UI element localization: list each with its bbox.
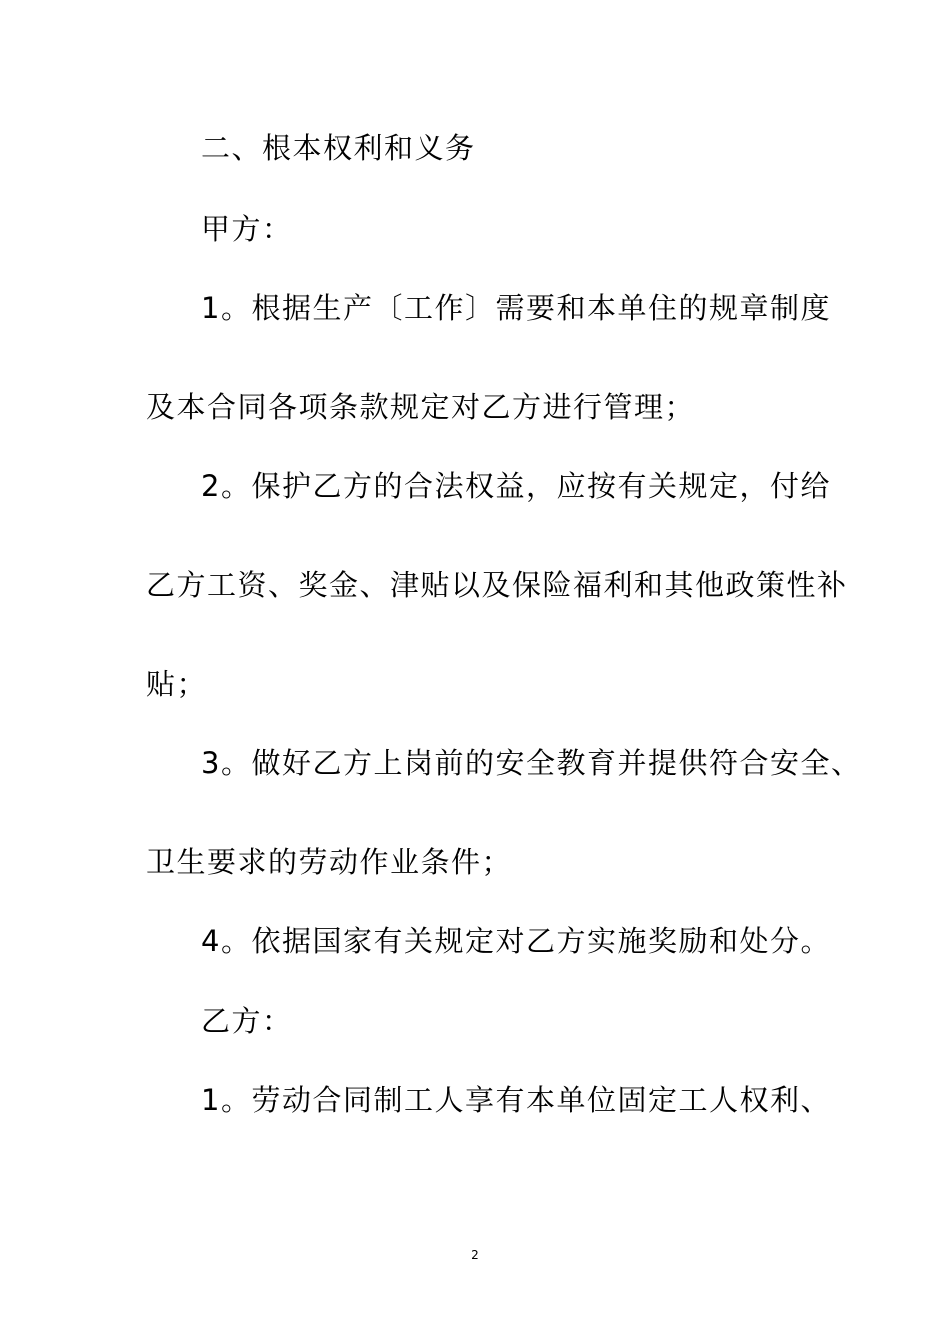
- text-line: 1。根据生产〔工作〕需要和本单住的规章制度: [201, 291, 831, 325]
- text-line: 1。劳动合同制工人享有本单位固定工人权利、: [201, 1083, 831, 1117]
- party-b-label: 乙方：: [201, 1004, 293, 1038]
- party-a-label: 甲方：: [201, 212, 293, 246]
- text-line: 2。保护乙方的合法权益，应按有关规定，付给: [201, 469, 831, 503]
- text-line: 3。做好乙方上岗前的安全教育并提供符合安全、: [201, 746, 862, 780]
- text-line: 卫生要求的劳动作业条件；: [146, 845, 513, 879]
- page-number: 2: [471, 1248, 479, 1262]
- text-line: 4。依据国家有关规定对乙方实施奖励和处分。: [201, 924, 831, 958]
- section-heading: 二、根本权利和义务: [201, 131, 476, 165]
- text-line: 乙方工资、奖金、津贴以及保险福利和其他政策性补: [146, 568, 848, 602]
- text-line: 及本合同各项条款规定对乙方进行管理；: [146, 390, 696, 424]
- text-line: 贴；: [146, 667, 208, 701]
